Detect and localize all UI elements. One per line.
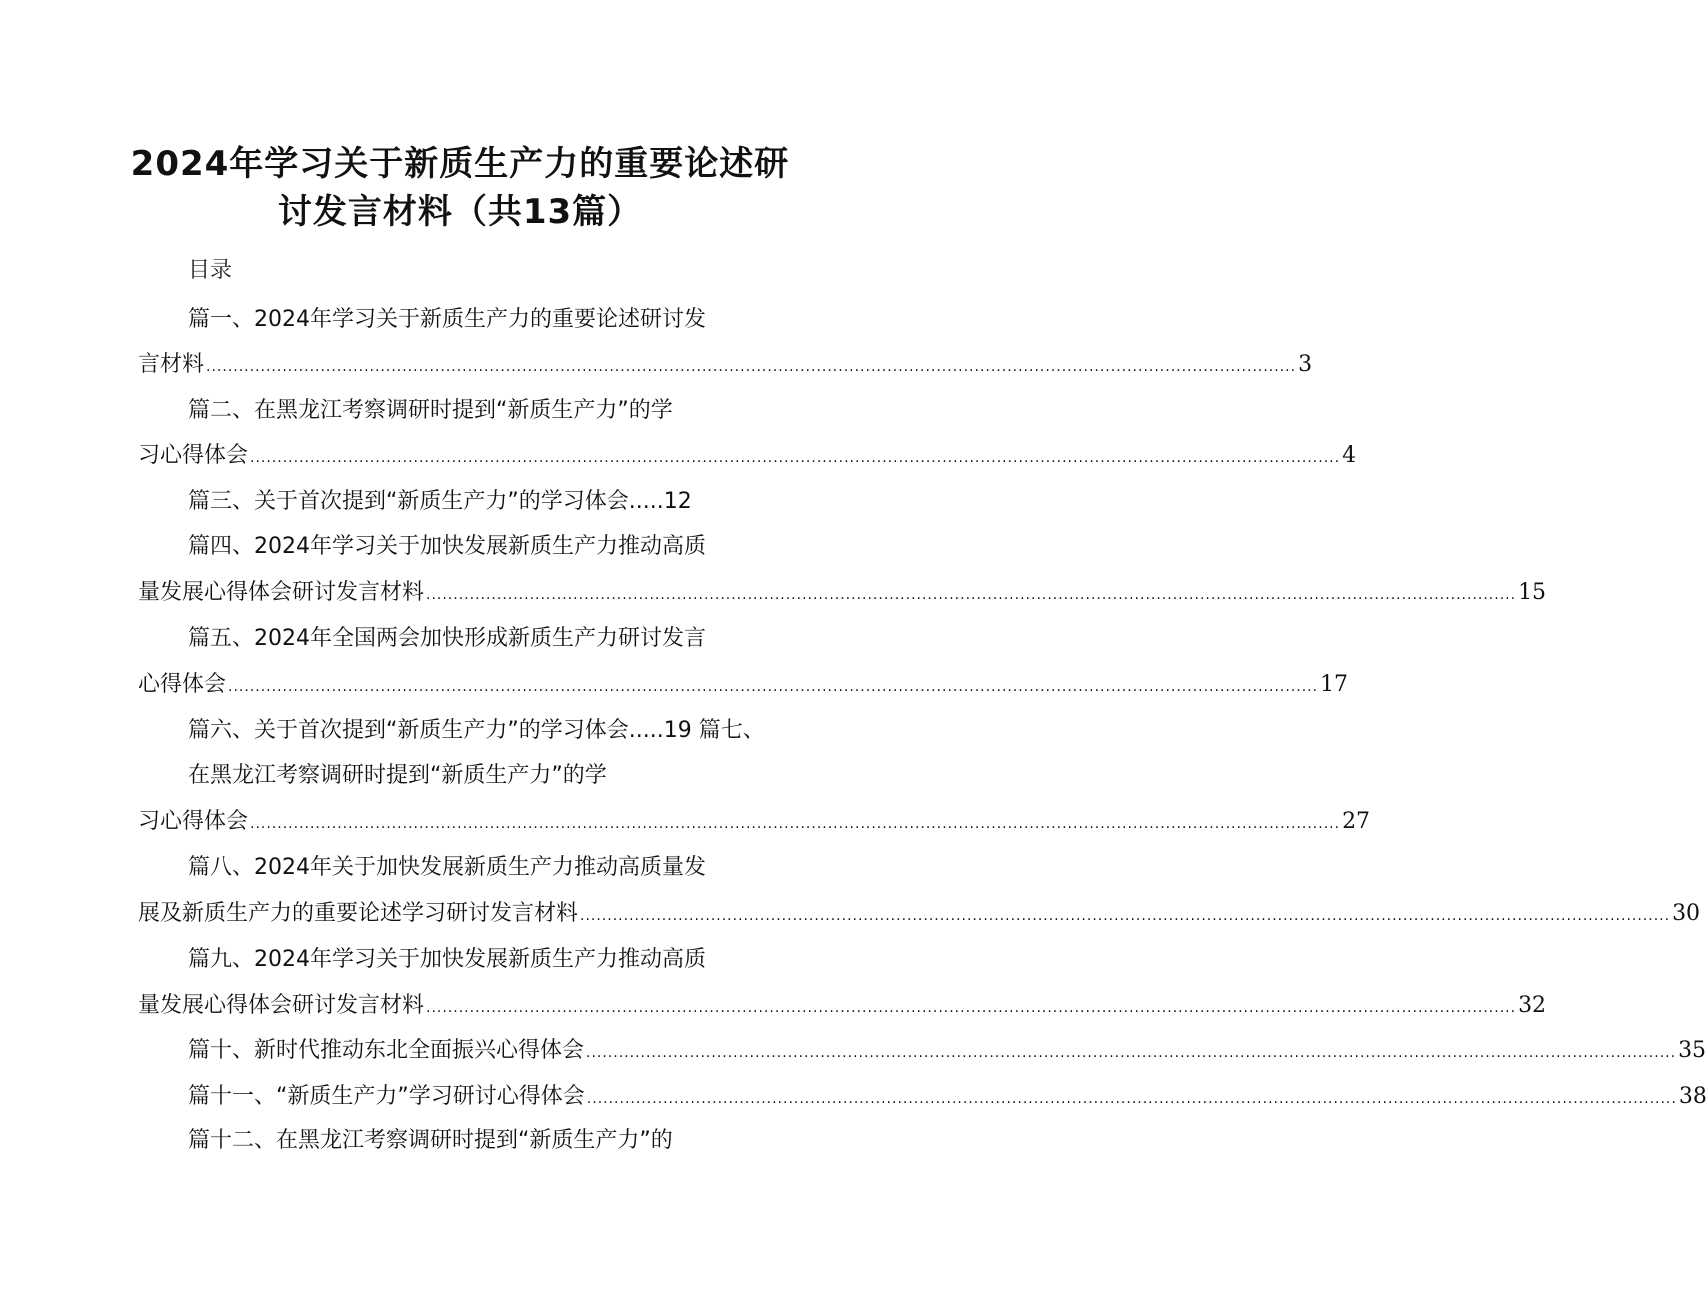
page-number: 3 [1298,352,1313,377]
toc-entry-11: 篇十一、“新质生产力”学习研讨心得体会 ........................................................................................................................................................................................................ 38 [188,1082,778,1114]
toc-entry-2-cont: 习心得体会 ........................................................................................................................................................................................................ 4 [138,441,770,473]
toc-entry-1-cont: 言材料 ........................................................................................................................................................................................................ 3 [138,350,770,382]
toc-entry-12: 篇十二、在黑龙江考察调研时提到“新质生产力”的 [188,1128,673,1153]
toc-entry-9-cont: 量发展心得体会研讨发言材料 ........................................................................................................................................................................................................ 32 [138,991,770,1023]
page-number: 15 [1518,580,1547,605]
dot-leader: ........................................................................................................................................................................................................ [586,1091,1677,1107]
toc-entry-8-cont: 展及新质生产力的重要论述学习研讨发言材料 ........................................................................................................................................................................................................ 30 [138,899,770,931]
toc-entry-9: 篇九、2024年学习关于加快发展新质生产力推动高质 [188,947,706,972]
dot-leader: ........................................................................................................................................................................................................ [206,359,1297,375]
document-title-line-1: 2024年学习关于新质生产力的重要论述研 [130,144,790,184]
dot-leader: ........................................................................................................................................................................................................ [586,1045,1677,1061]
dot-leader: ........................................................................................................................................................................................................ [426,587,1517,603]
toc-entry-8: 篇八、2024年关于加快发展新质生产力推动高质量发 [188,855,706,880]
page-number: 38 [1678,1084,1707,1109]
page-number: 4 [1342,443,1357,468]
toc-entry-3: 篇三、关于首次提到“新质生产力”的学习体会.....12 [188,489,692,514]
toc-entry-1: 篇一、2024年学习关于新质生产力的重要论述研讨发 [188,307,706,332]
toc-heading: 目录 [188,258,233,283]
toc-entry-2: 篇二、在黑龙江考察调研时提到“新质生产力”的学 [188,398,673,423]
page-number: 17 [1320,672,1349,697]
dot-leader: ........................................................................................................................................................................................................ [426,1000,1517,1016]
dot-leader: ........................................................................................................................................................................................................ [228,679,1319,695]
document-title-line-2: 讨发言材料（共13篇） [277,192,643,232]
toc-entry-6: 篇六、关于首次提到“新质生产力”的学习体会.....19 篇七、 [188,718,765,743]
toc-entry-5-cont: 心得体会 ........................................................................................................................................................................................................ 17 [138,670,770,702]
page-number: 27 [1342,809,1371,834]
dot-leader: ........................................................................................................................................................................................................ [250,450,1341,466]
toc-entry-7: 在黑龙江考察调研时提到“新质生产力”的学 [188,763,607,788]
dot-leader: ........................................................................................................................................................................................................ [250,816,1341,832]
toc-entry-10: 篇十、新时代推动东北全面振兴心得体会 ........................................................................................................................................................................................................ 35 [188,1036,778,1068]
page-number: 32 [1518,993,1547,1018]
page-number: 35 [1678,1038,1707,1063]
page-number: 30 [1672,901,1701,926]
toc-entry-4-cont: 量发展心得体会研讨发言材料 ........................................................................................................................................................................................................ 15 [138,578,770,610]
dot-leader: ........................................................................................................................................................................................................ [580,908,1671,924]
toc-entry-5: 篇五、2024年全国两会加快形成新质生产力研讨发言 [188,626,706,651]
toc-entry-7-cont: 习心得体会 ........................................................................................................................................................................................................ 27 [138,807,770,839]
toc-entry-4: 篇四、2024年学习关于加快发展新质生产力推动高质 [188,534,706,559]
